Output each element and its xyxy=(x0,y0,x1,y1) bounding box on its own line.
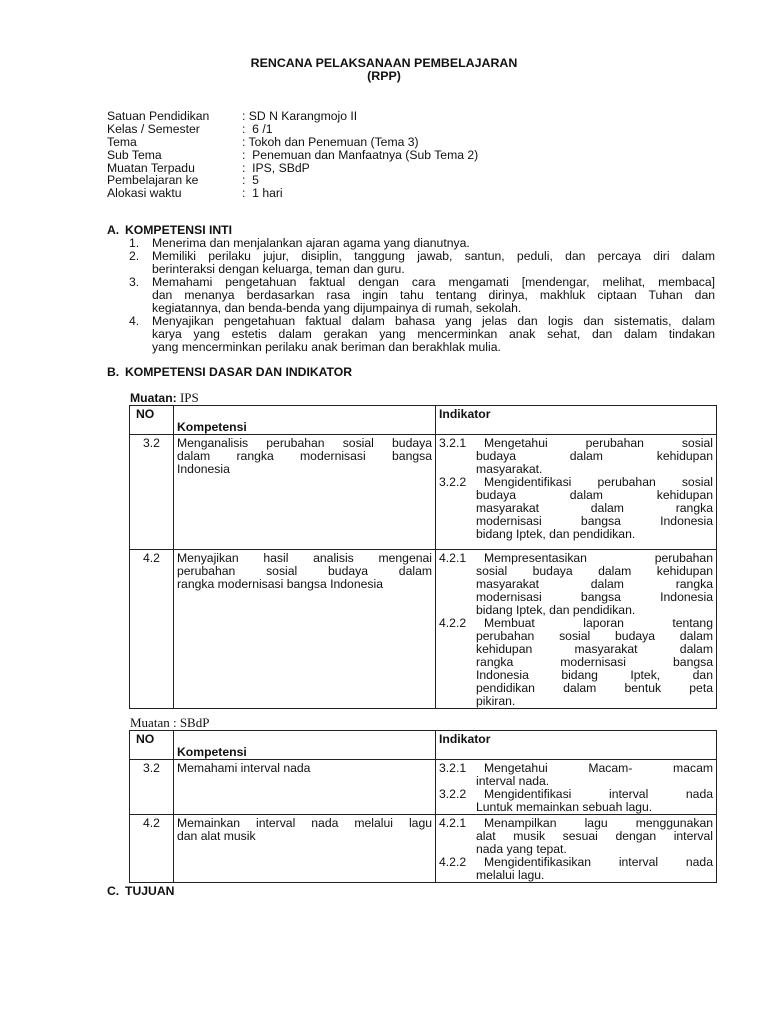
indikator-item xyxy=(439,552,713,617)
indikator-text xyxy=(476,856,713,882)
table-row xyxy=(130,435,717,550)
identity-row xyxy=(107,136,478,149)
identity-label: Muatan Terpadu xyxy=(107,160,195,175)
muatan-sbdp-label: Muatan : SBdP xyxy=(130,715,210,730)
indikator-line: Mengetahui perubahan sosial xyxy=(484,436,713,450)
item-line: kegiatannya, dan benda-benda yang dijumpainya di rumah, sekolah. xyxy=(152,301,522,315)
kompetensi-inti-item xyxy=(129,276,715,315)
table-row xyxy=(130,760,717,815)
identity-block xyxy=(107,110,478,200)
indikator-item xyxy=(439,817,713,856)
identity-label: Kelas / Semester xyxy=(107,121,200,136)
cell-kompetensi xyxy=(174,760,436,815)
indikator-line: budaya dalam kehidupan xyxy=(476,449,713,463)
item-number: 2. xyxy=(129,249,140,263)
header-indikator: Indikator xyxy=(436,731,717,760)
identity-row xyxy=(107,110,478,123)
identity-value: : IPS, SBdP xyxy=(242,160,310,175)
kompetensi-inti-item xyxy=(129,315,715,354)
indikator-line: bidang Iptek, dan pendidikan. xyxy=(476,527,636,541)
identity-value: : 5 xyxy=(242,173,259,188)
indikator-line: Mengidentifikasi perubahan sosial xyxy=(484,475,713,489)
item-number: 1. xyxy=(129,236,140,250)
indikator-text xyxy=(476,437,713,476)
section-a-heading: A. KOMPETENSI INTI xyxy=(107,223,232,237)
indikator-code: 4.2.1 xyxy=(439,551,467,565)
indikator-line: bidang Iptek, dan pendidikan. xyxy=(476,603,636,617)
indikator-code: 3.2.2 xyxy=(439,475,467,489)
indikator-item xyxy=(439,788,713,814)
table-row xyxy=(130,550,717,709)
indikator-line: sosial budaya dalam kehidupan xyxy=(476,564,713,578)
identity-label: Tema xyxy=(107,134,137,149)
table-header-row xyxy=(130,406,717,435)
header-no: NO xyxy=(130,731,174,760)
item-line: dan menanya berdasarkan rasa ingin tahu tentang dirinya, makhluk ciptaan Tuhan dan xyxy=(152,288,715,302)
cell-kompetensi xyxy=(174,815,436,883)
cell-no: 3.2 xyxy=(130,435,174,550)
header-no: NO xyxy=(130,406,174,435)
item-line: berinteraksi dengan keluarga, teman dan guru. xyxy=(152,262,405,276)
cell-indikator xyxy=(436,815,717,883)
indikator-line: modernisasi bangsa Indonesia xyxy=(476,514,713,528)
kompetensi-inti-item xyxy=(129,250,715,276)
identity-value: : 1 hari xyxy=(242,186,283,201)
identity-label: Satuan Pendidikan xyxy=(107,109,210,123)
cell-no: 3.2 xyxy=(130,760,174,815)
item-text xyxy=(152,250,715,276)
indikator-line: masyarakat dalam rangka xyxy=(476,577,713,591)
kompetensi-line: Menyajikan hasil analisis mengenai xyxy=(177,551,432,565)
muatan-ips-label: Muatan: IPS xyxy=(130,390,199,405)
indikator-line: masyarakat dalam rangka xyxy=(476,501,713,515)
indikator-line: modernisasi bangsa Indonesia xyxy=(476,590,713,604)
indikator-line: budaya dalam kehidupan xyxy=(476,488,713,502)
kompetensi-line: rangka modernisasi bangsa Indonesia xyxy=(177,577,383,591)
indikator-text xyxy=(476,552,713,617)
indikator-code: 4.2.1 xyxy=(439,816,467,830)
cell-indikator xyxy=(436,760,717,815)
indikator-line: masyarakat. xyxy=(476,462,543,476)
identity-row xyxy=(107,187,478,200)
indikator-text xyxy=(476,617,713,708)
identity-row xyxy=(107,123,478,136)
kompetensi-inti-list xyxy=(129,237,715,354)
kompetensi-line: perubahan sosial budaya dalam xyxy=(177,564,432,578)
indikator-line: Mempresentasikan perubahan xyxy=(484,551,713,565)
indikator-item xyxy=(439,762,713,788)
cell-indikator xyxy=(436,550,717,709)
indikator-code: 3.2.1 xyxy=(439,436,467,450)
kompetensi-line: dalam rangka modernisasi bangsa xyxy=(177,449,432,463)
item-line: Menerima dan menjalankan ajaran agama yang dianutnya. xyxy=(152,236,470,250)
indikator-line: nada yang tepat. xyxy=(476,842,567,856)
indikator-code: 4.2.2 xyxy=(439,855,467,869)
indikator-item xyxy=(439,856,713,882)
cell-no: 4.2 xyxy=(130,550,174,709)
indikator-line: Luntuk memainkan sebuah lagu. xyxy=(476,800,653,814)
indikator-line: melalui lagu. xyxy=(476,868,545,882)
indikator-code: 3.2.1 xyxy=(439,761,467,775)
header-indikator: Indikator xyxy=(436,406,717,435)
identity-value: : 6 /1 xyxy=(242,121,273,136)
indikator-line: alat musik sesuai dengan interval xyxy=(476,829,713,843)
indikator-item xyxy=(439,437,713,476)
section-b-heading: B. KOMPETENSI DASAR DAN INDIKATOR xyxy=(107,365,353,379)
indikator-item xyxy=(439,617,713,708)
indikator-text xyxy=(476,817,713,856)
indikator-text xyxy=(476,476,713,541)
indikator-code: 3.2.2 xyxy=(439,787,467,801)
item-line: Memahami pengetahuan faktual dengan cara mengamati [mendengar, melihat, membaca] xyxy=(152,275,715,289)
document-subtitle: (RPP) xyxy=(367,69,401,83)
table-row xyxy=(130,815,717,883)
identity-row xyxy=(107,149,478,162)
cell-indikator xyxy=(436,435,717,550)
item-line: Memiliki perilaku jujur, disiplin, tanggung jawab, santun, peduli, dan percaya diri dalam xyxy=(152,249,715,263)
item-line: Menyajikan pengetahuan faktual dalam bahasa yang jelas dan logis dan sistematis, dalam xyxy=(152,314,715,328)
header-kompetensi: Kompetensi xyxy=(174,731,436,760)
item-text xyxy=(152,315,715,354)
cell-no: 4.2 xyxy=(130,815,174,883)
kompetensi-line: Menganalisis perubahan sosial budaya xyxy=(177,436,432,450)
item-line: karya yang estetis dalam gerakan yang mencerminkan anak sehat, dan dalam tindakan xyxy=(152,327,715,341)
item-text xyxy=(152,276,715,315)
kompetensi-line: Memainkan interval nada melalui lagu xyxy=(177,816,432,830)
indikator-line: Membuat laporan tentang xyxy=(484,616,713,630)
section-c-heading: C. TUJUAN xyxy=(107,884,175,898)
indikator-item xyxy=(439,476,713,541)
identity-value: : Tokoh dan Penemuan (Tema 3) xyxy=(242,134,419,149)
indikator-line: perubahan sosial budaya dalam xyxy=(476,629,713,643)
indikator-line: Indonesia bidang Iptek, dan xyxy=(476,668,713,682)
kd-table-ips xyxy=(129,405,717,709)
identity-label: Alokasi waktu xyxy=(107,186,182,201)
indikator-line: pendidikan dalam bentuk peta xyxy=(476,681,713,695)
indikator-line: Mengidentifikasikan interval nada xyxy=(484,855,713,869)
cell-kompetensi xyxy=(174,550,436,709)
indikator-line: pikiran. xyxy=(476,694,516,708)
table-header-row xyxy=(130,731,717,760)
indikator-code: 4.2.2 xyxy=(439,616,467,630)
identity-value: : Penemuan dan Manfaatnya (Sub Tema 2) xyxy=(242,147,479,162)
item-line: yang mencerminkan perilaku anak beriman dan berakhlak mulia. xyxy=(152,340,501,354)
document-title: RENCANA PELAKSANAAN PEMBELAJARAN xyxy=(250,56,518,70)
kompetensi-line: dan alat musik xyxy=(177,829,256,843)
indikator-text xyxy=(476,788,713,814)
item-number: 3. xyxy=(129,275,140,289)
identity-label: Pembelajaran ke xyxy=(107,173,199,188)
indikator-line: interval nada. xyxy=(476,774,550,788)
indikator-line: kehidupan masyarakat dalam xyxy=(476,642,713,656)
cell-kompetensi xyxy=(174,435,436,550)
indikator-line: rangka modernisasi bangsa xyxy=(476,655,713,669)
identity-value: : SD N Karangmojo II xyxy=(242,109,358,123)
header-kompetensi: Kompetensi xyxy=(174,406,436,435)
kd-table-sbdp xyxy=(129,730,717,883)
indikator-text xyxy=(476,762,713,788)
indikator-line: Mengetahui Macam- macam xyxy=(484,761,713,775)
kompetensi-line: Memahami interval nada xyxy=(177,761,311,775)
indikator-line: Mengidentifikasi interval nada xyxy=(484,787,713,801)
kompetensi-line: Indonesia xyxy=(177,462,230,476)
item-number: 4. xyxy=(129,314,140,328)
identity-label: Sub Tema xyxy=(107,147,162,162)
indikator-line: Menampilkan lagu menggunakan xyxy=(484,816,713,830)
